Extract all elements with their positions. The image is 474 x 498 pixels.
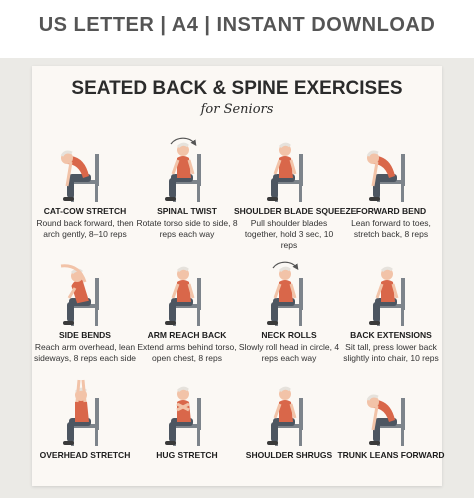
legs-icon [369, 298, 397, 325]
exercise-figure-icon [55, 258, 115, 328]
exercise-card [340, 258, 442, 378]
exercise-figure-icon [361, 378, 421, 448]
exercise-card [340, 134, 442, 254]
exercise-name: TRUNK LEANS FORWARD [337, 450, 445, 460]
exercise-card [34, 258, 136, 378]
legs-icon [63, 418, 91, 445]
exercise-figure-icon [361, 258, 421, 328]
exercise-figure-icon [55, 378, 115, 448]
exercise-card [34, 378, 136, 498]
exercise-name: SHOULDER BLADE SQUEEZE [234, 206, 357, 216]
legs-icon [267, 174, 295, 201]
exercise-card [34, 134, 136, 254]
exercise-figure-icon [259, 258, 319, 328]
legs-icon [267, 418, 295, 445]
legs-icon [165, 174, 193, 201]
legs-icon [165, 418, 193, 445]
exercise-name: SHOULDER SHRUGS [245, 450, 333, 460]
exercise-name: ARM REACH BACK [147, 330, 227, 340]
header-banner [0, 0, 474, 58]
exercise-description: Extend arms behind torso, open chest, 8 reps [137, 342, 237, 363]
exercise-description: Pull shoulder blades together, hold 3 sec, 10 reps [244, 218, 334, 250]
exercise-card [337, 378, 445, 498]
exercise-card [136, 258, 238, 378]
legs-icon [267, 298, 295, 325]
exercise-card [136, 378, 238, 498]
exercise-name: SPINAL TWIST [157, 206, 217, 216]
banner-text: US LETTER | A4 | INSTANT DOWNLOAD [38, 14, 436, 36]
legs-icon [165, 298, 193, 325]
poster-title: SEATED BACK & SPINE EXERCISES [71, 78, 403, 99]
exercise-poster [32, 66, 445, 486]
exercise-name: CAT-COW STRETCH [43, 206, 127, 216]
exercise-figure-icon [55, 134, 115, 204]
exercise-figure-icon [259, 134, 319, 204]
exercise-description: Rotate torso side to side, 8 reps each way [136, 218, 238, 239]
exercise-name: OVERHEAD STRETCH [39, 450, 131, 460]
exercise-description: Reach arm overhead, lean sideways, 8 reps each side [33, 342, 137, 363]
poster-subtitle: for Seniors [200, 102, 274, 117]
exercise-name: NECK ROLLS [261, 330, 317, 340]
exercise-name: HUG STRETCH [156, 450, 218, 460]
exercise-description: Lean forward to toes, stretch back, 8 reps [351, 218, 431, 239]
exercise-name: SIDE BENDS [59, 330, 111, 340]
exercise-description: Sit tall, press lower back slightly into chair, 10 reps [343, 342, 439, 363]
exercise-name: BACK EXTENSIONS [350, 330, 432, 340]
exercise-card [234, 134, 357, 254]
exercise-figure-icon [157, 378, 217, 448]
exercise-figure-icon [259, 378, 319, 448]
exercise-card [136, 134, 238, 254]
exercise-figure-icon [361, 134, 421, 204]
exercise-figure-icon [157, 258, 217, 328]
exercise-name: FORWARD BEND [355, 206, 427, 216]
exercise-card [238, 258, 340, 378]
exercise-description: Slowly roll head in circle, 4 reps each way [238, 342, 340, 363]
exercise-card [238, 378, 340, 498]
exercise-figure-icon [157, 134, 217, 204]
exercise-description: Round back forward, then arch gently, 8–10 reps [36, 218, 134, 239]
